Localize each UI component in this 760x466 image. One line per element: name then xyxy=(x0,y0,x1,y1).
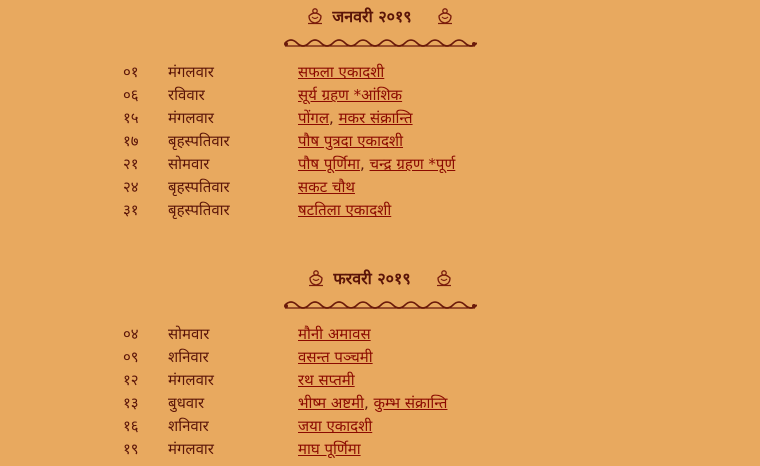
events-cell xyxy=(298,153,455,175)
event-separator: , xyxy=(329,109,339,127)
festival-row xyxy=(0,323,760,345)
festival-row xyxy=(0,176,760,198)
festival-row xyxy=(0,415,760,437)
festival-row xyxy=(0,107,760,129)
weekday-cell: बृहस्पतिवार xyxy=(168,201,230,219)
festival-row xyxy=(0,153,760,175)
events-cell xyxy=(298,369,355,391)
events-cell xyxy=(298,107,413,129)
date-cell: १६ xyxy=(123,417,139,435)
events-cell xyxy=(298,176,355,198)
ganesha-icon xyxy=(436,7,454,25)
festival-row xyxy=(0,392,760,414)
festival-link[interactable]: भीष्म अष्टमी xyxy=(298,394,364,412)
date-cell: १३ xyxy=(123,394,139,412)
events-cell xyxy=(298,130,403,152)
weekday-cell: शनिवार xyxy=(168,348,209,366)
festival-row xyxy=(0,61,760,83)
month-header xyxy=(0,2,760,30)
weekday-cell: सोमवार xyxy=(168,155,210,173)
date-cell: १५ xyxy=(123,109,139,127)
events-cell xyxy=(298,61,384,83)
date-cell: ०१ xyxy=(123,63,139,81)
ganesha-icon xyxy=(307,269,325,287)
weekday-cell: बृहस्पतिवार xyxy=(168,178,230,196)
weekday-cell: सोमवार xyxy=(168,325,210,343)
date-cell: ०६ xyxy=(123,86,139,104)
festival-link[interactable]: पौष पुत्रदा एकादशी xyxy=(298,132,404,150)
weekday-cell: शनिवार xyxy=(168,417,209,435)
events-cell xyxy=(298,323,371,345)
weekday-cell: बृहस्पतिवार xyxy=(168,132,230,150)
festival-row xyxy=(0,84,760,106)
date-cell: ०४ xyxy=(123,325,139,343)
event-separator: , xyxy=(363,394,374,412)
events-cell xyxy=(298,415,372,437)
weekday-cell: बुधवार xyxy=(168,394,205,412)
festival-link[interactable]: रथ सप्तमी xyxy=(298,371,355,389)
weekday-cell: मंगलवार xyxy=(168,63,214,81)
weekday-cell: रविवार xyxy=(168,86,205,104)
festival-link[interactable]: मकर संक्रान्ति xyxy=(338,109,413,127)
events-cell xyxy=(298,199,391,221)
festival-row xyxy=(0,369,760,391)
events-cell xyxy=(298,438,361,460)
festival-link[interactable]: सूर्य ग्रहण *आंशिक xyxy=(298,86,403,104)
festival-link[interactable]: सफला एकादशी xyxy=(298,63,385,81)
festival-link[interactable]: माघ पूर्णिमा xyxy=(298,440,361,458)
date-cell: २४ xyxy=(123,178,139,196)
festival-row xyxy=(0,130,760,152)
weekday-cell: मंगलवार xyxy=(168,109,214,127)
date-cell: ३१ xyxy=(123,201,139,219)
ganesha-icon xyxy=(435,269,453,287)
month-title: फरवरी २०१९ xyxy=(333,269,411,288)
festival-link[interactable]: मौनी अमावस xyxy=(298,325,371,343)
date-cell: १७ xyxy=(123,132,139,150)
festival-row xyxy=(0,346,760,368)
festival-row xyxy=(0,199,760,221)
date-cell: १२ xyxy=(123,371,139,389)
festival-link[interactable]: वसन्त पञ्चमी xyxy=(298,348,373,366)
ornamental-divider xyxy=(283,34,477,46)
month-title: जनवरी २०१९ xyxy=(332,7,412,26)
festival-link[interactable]: जया एकादशी xyxy=(298,417,373,435)
month-header xyxy=(0,264,760,292)
events-cell xyxy=(298,84,402,106)
ganesha-icon xyxy=(306,7,324,25)
festival-link[interactable]: पोंगल xyxy=(298,109,330,127)
date-cell: ०९ xyxy=(123,348,139,366)
events-cell xyxy=(298,346,373,368)
festival-link[interactable]: सकट चौथ xyxy=(298,178,355,196)
festival-link[interactable]: कुम्भ संक्रान्ति xyxy=(373,394,448,412)
weekday-cell: मंगलवार xyxy=(168,440,214,458)
ornamental-divider xyxy=(283,296,477,308)
date-cell: १९ xyxy=(123,440,139,458)
festival-link[interactable]: षटतिला एकादशी xyxy=(298,201,392,219)
date-cell: २१ xyxy=(123,155,139,173)
festival-link[interactable]: चन्द्र ग्रहण *पूर्ण xyxy=(369,155,456,173)
event-separator: , xyxy=(359,155,370,173)
weekday-cell: मंगलवार xyxy=(168,371,214,389)
festival-link[interactable]: पौष पूर्णिमा xyxy=(298,155,360,173)
events-cell xyxy=(298,392,447,414)
festival-row xyxy=(0,438,760,460)
